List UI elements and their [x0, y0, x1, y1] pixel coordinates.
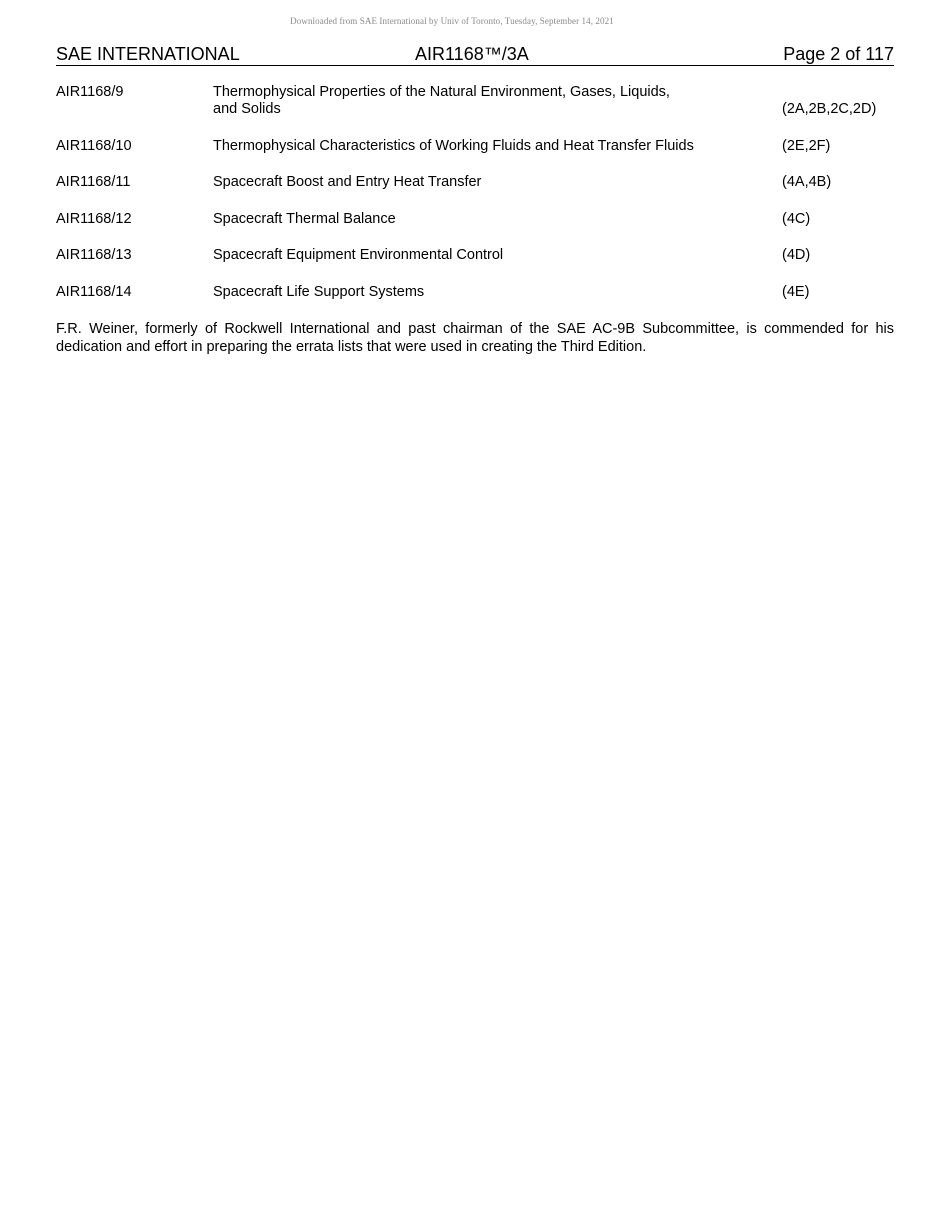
document-section-code: (2A,2B,2C,2D) [782, 101, 877, 117]
document-title [213, 174, 753, 191]
header-page-label: Page 2 of 117 [783, 44, 894, 64]
document-row [56, 174, 894, 191]
document-id: AIR1168/12 [56, 210, 132, 227]
document-row [56, 84, 894, 118]
document-title-line: Thermophysical Characteristics of Working Fluids and Heat Transfer Fluids [213, 137, 694, 154]
document-title [213, 138, 753, 155]
document-title [213, 284, 753, 301]
document-id: AIR1168/13 [56, 247, 132, 263]
document-title-line: and Solids [213, 101, 281, 117]
document-title [213, 211, 753, 228]
document-id: AIR1168/11 [56, 174, 131, 190]
document-section-code: (4C) [782, 210, 811, 227]
document-id: AIR1168/9 [56, 84, 124, 100]
document-title-line: Spacecraft Thermal Balance [213, 210, 396, 227]
download-watermark: Downloaded from SAE International by Univ of Toronto, Tuesday, September 14, 2021 [290, 16, 614, 26]
acknowledgement-line: dedication and effort in preparing the errata lists that were used in creating the Third Edition. [56, 339, 647, 355]
document-title-line: Spacecraft Equipment Environmental Control [213, 247, 504, 263]
document-section-code: (2E,2F) [782, 137, 831, 154]
header-document-number: AIR1168™/3A [415, 44, 529, 64]
document-title [213, 247, 753, 264]
document-row [56, 211, 894, 228]
document-section-code: (4A,4B) [782, 174, 832, 190]
acknowledgement-paragraph [56, 320, 894, 356]
acknowledgement-line: F.R. Weiner, formerly of Rockwell International and past chairman of the SAE AC-9B Subcommittee, is commended for his [56, 321, 894, 337]
document-row [56, 284, 894, 301]
document-row [56, 247, 894, 264]
running-header [56, 43, 894, 66]
document-section-code: (4D) [782, 247, 811, 263]
header-organization: SAE INTERNATIONAL [56, 44, 240, 64]
document-id: AIR1168/14 [56, 283, 132, 300]
document-title-line: Spacecraft Life Support Systems [213, 283, 425, 300]
document-section-code: (4E) [782, 283, 810, 300]
document-id: AIR1168/10 [56, 137, 132, 154]
document-title-line: Thermophysical Properties of the Natural Environment, Gases, Liquids, [213, 84, 670, 100]
document-title-line: Spacecraft Boost and Entry Heat Transfer [213, 174, 482, 190]
document-title [213, 84, 753, 118]
document-list [56, 84, 894, 301]
document-row [56, 138, 894, 155]
